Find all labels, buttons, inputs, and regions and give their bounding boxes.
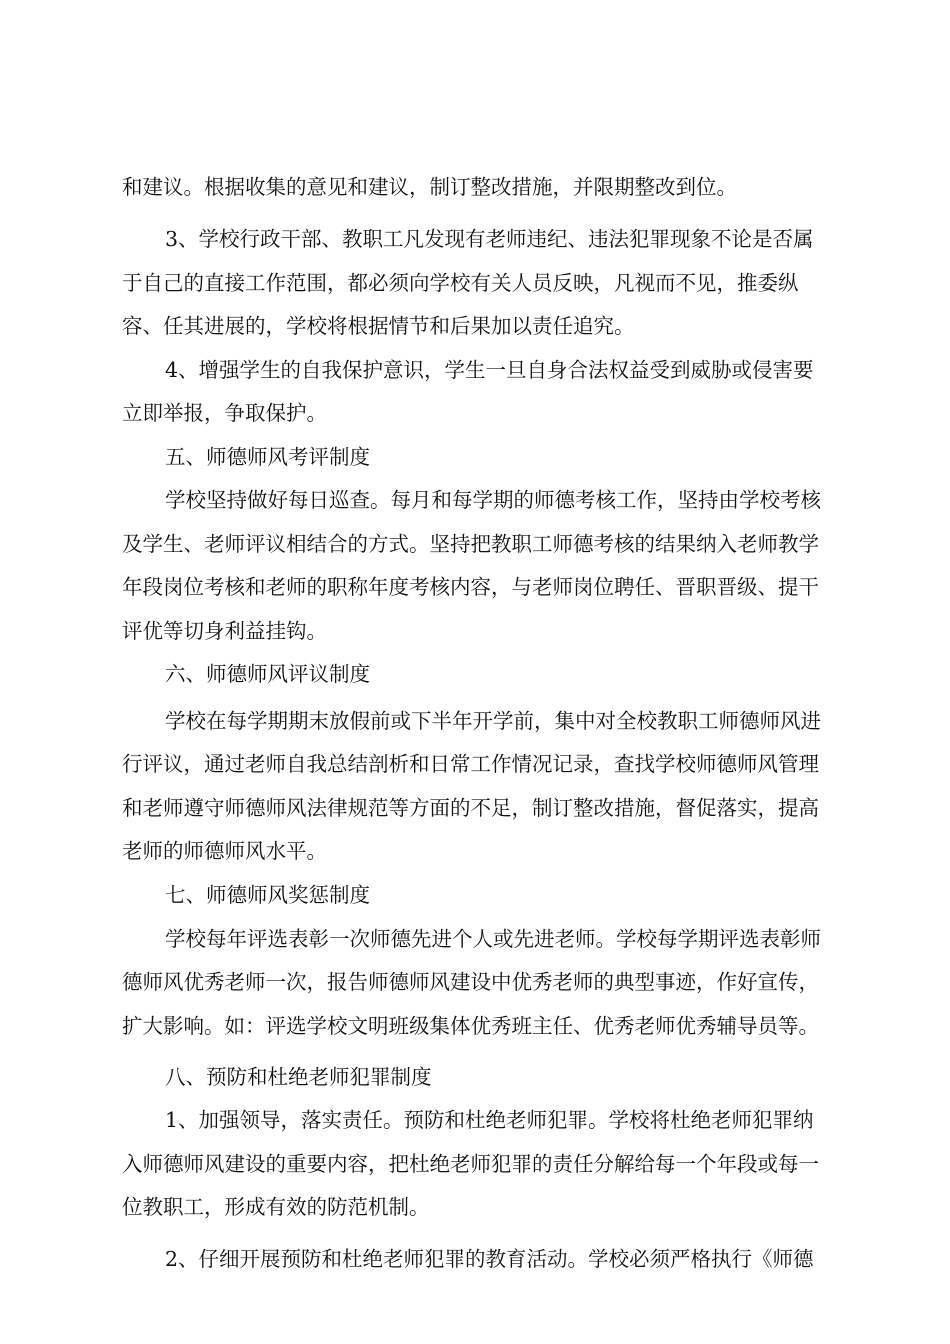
text-line: 学校坚持做好每日巡查。每月和每学期的师德考核工作，坚持由学校考核	[165, 488, 821, 512]
text-line: 于自己的直接工作范围，都必须向学校有关人员反映，凡视而不见，推委纵	[122, 271, 799, 295]
text-line: 年段岗位考核和老师的职称年度考核内容，与老师岗位聘任、晋职晋级、提干	[122, 575, 819, 599]
text-line: 学校每年评选表彰一次师德先进个人或先进老师。学校每学期评选表彰师	[165, 927, 821, 951]
text-line: 3、学校行政干部、教职工凡发现有老师违纪、违法犯罪现象不论是否属	[165, 227, 814, 251]
text-line: 德师风优秀老师一次，报告师德师风建设中优秀老师的典型事迹，作好宣传，	[122, 970, 819, 994]
text-line: 立即举报，争取保护。	[122, 401, 327, 425]
section-heading: 五、师德师风考评制度	[165, 445, 370, 469]
text-line: 老师的师德师风水平。	[122, 839, 327, 863]
text-line: 1、加强领导，落实责任。预防和杜绝老师犯罪。学校将杜绝老师犯罪纳	[165, 1108, 814, 1132]
text-line: 4、增强学生的自我保护意识，学生一旦自身合法权益受到威胁或侵害要	[165, 358, 814, 382]
section-heading: 七、师德师风奖惩制度	[165, 883, 370, 907]
text-line: 扩大影响。如：评选学校文明班级集体优秀班主任、优秀老师优秀辅导员等。	[122, 1014, 819, 1038]
text-line: 和老师遵守师德师风法律规范等方面的不足，制订整改措施，督促落实，提高	[122, 796, 819, 820]
text-line: 2、仔细开展预防和杜绝老师犯罪的教育活动。学校必须严格执行《师德	[165, 1247, 814, 1271]
section-heading: 八、预防和杜绝老师犯罪制度	[165, 1065, 432, 1089]
text-line: 学校在每学期期末放假前或下半年开学前，集中对全校教职工师德师风进	[165, 709, 821, 733]
section-heading: 六、师德师风评议制度	[165, 662, 370, 686]
text-line: 评优等切身利益挂钩。	[122, 619, 327, 643]
text-line: 入师德师风建设的重要内容，把杜绝老师犯罪的责任分解给每一个年段或每一	[122, 1152, 819, 1176]
text-line: 及学生、老师评议相结合的方式。坚持把教职工师德考核的结果纳入老师教学	[122, 532, 819, 556]
text-line: 行评议，通过老师自我总结剖析和日常工作情况记录，查找学校师德师风管理	[122, 752, 819, 776]
text-line: 和建议。根据收集的意见和建议，制订整改措施，并限期整改到位。	[122, 175, 737, 199]
text-line: 位教职工，形成有效的防范机制。	[122, 1195, 430, 1219]
text-line: 容、任其进展的，学校将根据情节和后果加以责任追究。	[122, 314, 635, 338]
